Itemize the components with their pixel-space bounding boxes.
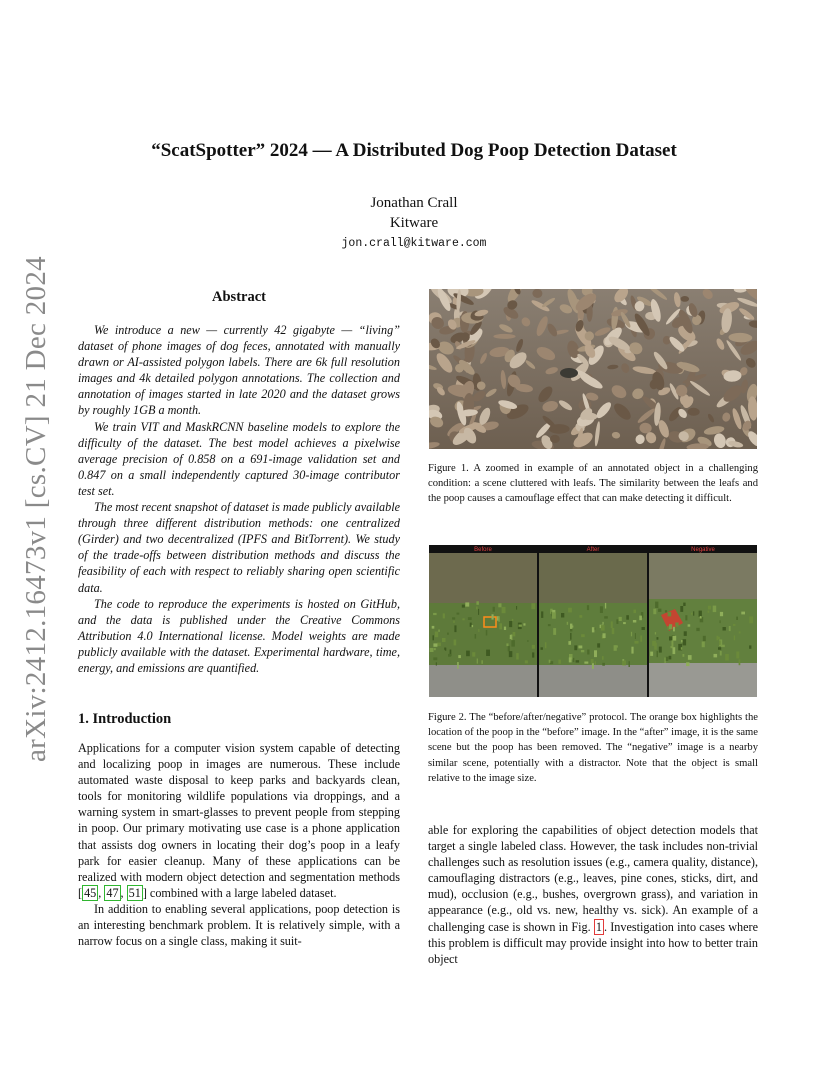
grass-texture xyxy=(462,605,465,608)
grass-texture xyxy=(532,645,535,649)
grass-texture xyxy=(433,643,437,646)
intro-text: . Investigation into cases where this problem is difficult may provide insight into how to better train object xyxy=(428,919,758,966)
grass-texture xyxy=(657,637,659,640)
grass-texture xyxy=(510,635,512,640)
grass-texture xyxy=(631,647,633,654)
grass-texture xyxy=(513,632,516,636)
grass-texture xyxy=(476,601,479,605)
grass-texture xyxy=(616,619,618,624)
grass-texture xyxy=(623,622,626,624)
grass-texture xyxy=(438,630,440,632)
grass-texture xyxy=(581,634,585,637)
grass-texture xyxy=(549,660,551,663)
grass-texture xyxy=(592,627,595,632)
leaf-texture xyxy=(681,296,690,302)
grass-texture xyxy=(568,608,572,613)
grass-texture xyxy=(603,622,604,625)
abstract-heading: Abstract xyxy=(212,289,266,305)
grass-texture xyxy=(492,614,494,619)
grass-texture xyxy=(531,603,535,609)
grass-texture xyxy=(626,615,629,620)
grass-texture xyxy=(499,623,502,629)
grass-texture xyxy=(658,609,661,612)
grass-texture xyxy=(561,613,564,618)
grass-texture xyxy=(708,606,711,610)
grass-texture xyxy=(736,617,738,620)
grass-texture xyxy=(516,653,519,659)
section-heading-introduction: 1. Introduction xyxy=(78,711,172,727)
grass-texture xyxy=(683,654,685,657)
panel-negative xyxy=(649,553,757,697)
intro-text: Applications for a computer vision system capable of detecting and localizing poop in images are numerous. These include automated waste disposal to keep parks and backyards clean, tools for monitoring wildlife populations via droppings, and a warning system in smart-glasses to prevent people from stepping in poop. Our primary motivating use case is a phone application that assists dog owners in locating their dog’s poop in a leafy park for easier cleanup. Many of these applications can be realized with modern object detection and segmentation methods [ xyxy=(78,741,400,900)
grass-texture xyxy=(749,645,751,648)
grass-texture xyxy=(523,623,525,625)
abstract-paragraph: We introduce a new — currently 42 gigabyte — “living” dataset of phone images of dog feces, annotated with manually drawn or AI-assisted polygon labels. There are 6k full resolution images and 4k detailed polygon annotations. The collection and annotation of images started in late 2020 and the dataset grows by roughly 1GB a month. xyxy=(78,323,400,418)
grass-texture xyxy=(685,615,687,620)
grass-texture xyxy=(672,640,674,647)
grass-texture xyxy=(605,603,606,609)
grass-texture xyxy=(458,655,461,658)
grass-texture xyxy=(650,652,653,656)
arxiv-identifier: arXiv:2412.16473v1 [cs.CV] 21 Dec 2024 xyxy=(20,256,52,762)
grass-texture xyxy=(720,620,721,623)
grass-texture xyxy=(433,635,434,640)
grass-texture xyxy=(665,610,667,612)
grass-texture xyxy=(622,661,626,666)
grass-texture xyxy=(717,636,719,641)
intro-text: able for exploring the capabilities of object detection models that target a single labeled class. However, the task includes non-trivial challenges such as resolution issues (e.g., camera quality, distance), camouflaging distractors (e.g., leaves, pine cones, sticks, dirt, and mud), occlusion (e.g., bushes, overgrown grass), and variation in appearance (e.g., old vs. new, healthy vs. sick). An example of a challenging case is shown in Fig. xyxy=(428,823,758,934)
grass-texture xyxy=(719,641,721,645)
grass-texture xyxy=(664,658,665,664)
grass-texture xyxy=(634,610,637,614)
grass-texture xyxy=(652,641,656,646)
grass-texture xyxy=(532,652,534,657)
grass-texture xyxy=(570,633,571,640)
grass-texture xyxy=(486,630,488,636)
grass-texture xyxy=(611,621,613,628)
grass-texture xyxy=(600,606,603,613)
abstract-paragraph: The most recent snapshot of dataset is made publicly available through three different distribution methods: one centralized (Girder) and two decentralized (IPFS and BitTorrent). We study of the trade-offs between distribution methods and discuss the feasibility of each with respect to reliably sharing open scientific data. xyxy=(78,500,400,595)
grass-texture xyxy=(668,612,672,616)
grass-texture xyxy=(702,642,705,648)
grass-texture xyxy=(720,612,723,616)
grass-texture xyxy=(703,636,706,641)
grass-texture xyxy=(733,624,735,626)
panel-label: Negative xyxy=(691,547,715,553)
grass-texture xyxy=(435,632,438,638)
panel-label: After xyxy=(586,547,600,553)
grass-texture xyxy=(430,648,434,652)
grass-texture xyxy=(498,616,500,622)
grass-texture xyxy=(721,645,725,647)
grass-texture xyxy=(475,634,477,639)
author-email[interactable]: jon.crall@kitware.com xyxy=(341,237,487,250)
figure-reference-link[interactable]: 1 xyxy=(595,919,602,934)
grass-texture xyxy=(454,640,457,646)
grass-texture xyxy=(639,616,642,621)
grass-texture xyxy=(700,616,702,618)
grass-texture xyxy=(688,624,691,626)
grass-texture xyxy=(509,651,513,657)
grass-texture xyxy=(573,658,574,662)
grass-texture xyxy=(453,621,454,623)
grass-texture xyxy=(481,660,483,664)
author-name: Jonathan Crall xyxy=(370,195,458,211)
introduction-body xyxy=(78,740,400,949)
dog-poop-object xyxy=(560,368,578,378)
grass-texture xyxy=(683,603,685,606)
grass-texture xyxy=(708,611,710,613)
grass-texture xyxy=(666,657,669,661)
figure-1-caption: Figure 1. A zoomed in example of an annotated object in a challenging condition: a scene cluttered with leafs. The similarity between the leafs and the poop causes a camouflage effect that can make detecting it difficult. xyxy=(428,463,758,505)
grass-texture xyxy=(553,628,556,635)
grass-texture xyxy=(597,643,600,647)
grass-texture xyxy=(653,609,656,615)
grass-texture xyxy=(669,656,672,660)
intro-paragraph: In addition to enabling several applications, poop detection is an interesting benchmark problem. It is relatively simple, with a narrow focus on a single class, making it suit- xyxy=(78,901,400,949)
grass-texture xyxy=(595,661,596,665)
grass-texture xyxy=(437,643,441,647)
grass-texture xyxy=(493,607,495,612)
grass-texture xyxy=(669,624,672,629)
grass-texture xyxy=(659,647,662,653)
author-affiliation: Kitware xyxy=(389,215,439,231)
intro-text: ] combined with a large labeled dataset. xyxy=(142,885,337,900)
grass-texture xyxy=(502,607,506,613)
grass-texture xyxy=(432,626,435,629)
grass-texture xyxy=(476,607,478,610)
grass-texture xyxy=(569,657,572,662)
grass-texture xyxy=(723,627,726,631)
grass-texture xyxy=(466,651,470,657)
grass-texture xyxy=(462,618,464,620)
grass-texture xyxy=(486,650,490,656)
grass-texture xyxy=(619,617,622,621)
grass-texture xyxy=(642,627,645,630)
grass-texture xyxy=(602,656,604,660)
grass-texture xyxy=(579,615,582,618)
grass-texture xyxy=(498,603,501,607)
panel-label: Before xyxy=(474,547,492,553)
grass-texture xyxy=(574,645,577,650)
grass-texture xyxy=(447,633,449,635)
grass-texture xyxy=(465,602,469,606)
grass-texture xyxy=(452,617,455,619)
grass-texture xyxy=(584,662,588,664)
grass-texture xyxy=(587,605,589,610)
grass-texture xyxy=(541,647,543,650)
grass-texture xyxy=(454,625,456,632)
grass-texture xyxy=(442,638,446,642)
grass-texture xyxy=(629,661,630,667)
grass-texture xyxy=(527,640,528,642)
intro-continuation xyxy=(428,822,758,967)
grass-texture xyxy=(713,606,717,613)
grass-texture xyxy=(581,650,584,652)
leaf-texture xyxy=(550,435,560,443)
grass-texture xyxy=(739,631,741,633)
abstract-paragraph: We train VIT and MaskRCNN baseline models to explore the difficulty of the dataset. The best model achieves a pixelwise average precision of 0.858 on a 691-image validation set and 0.847 on a small independently captured 30-image contributor test set. xyxy=(78,419,400,498)
grass-texture xyxy=(478,629,479,632)
paper-title: “ScatSpotter” 2024 — A Distributed Dog Poop Detection Dataset xyxy=(151,140,677,161)
grass-texture xyxy=(477,659,478,664)
grass-texture xyxy=(601,625,605,631)
grass-texture xyxy=(688,655,692,660)
grass-texture xyxy=(669,636,672,640)
grass-texture xyxy=(640,636,642,642)
citation-link[interactable]: 47 xyxy=(106,885,119,900)
grass-texture xyxy=(548,624,551,626)
grass-texture xyxy=(436,662,437,665)
grass-texture xyxy=(506,643,508,646)
grass-texture xyxy=(693,611,694,615)
grass-texture xyxy=(720,651,722,656)
grass-texture xyxy=(655,602,658,608)
grass-texture xyxy=(635,641,639,644)
grass-texture xyxy=(472,625,474,627)
grass-texture xyxy=(633,620,636,623)
citation-link[interactable]: 51 xyxy=(128,885,141,900)
grass-texture xyxy=(699,611,702,617)
intro-paragraph: Applications for a computer vision system capable of detecting and localizing poop in images are numerous. These include automated waste disposal to keep parks and backyards clean, tools for monitoring wildlife populations via droppings, and a warning system in smart-glasses to prevent people from stepping in poop. Our primary motivating use case is a phone application that assists dog owners in locating their dog’s poop in a leafy park for easier cleanup. Many of these applications can be realized with modern object detection and segmentation methods [ 45 , 47 , 51 ] combined with a large labeled dataset. xyxy=(78,741,400,900)
grass-texture xyxy=(749,616,753,623)
grass-texture xyxy=(734,635,735,640)
grass-texture xyxy=(635,633,636,639)
grass-texture xyxy=(686,662,689,666)
grass-texture xyxy=(509,621,512,627)
intro-paragraph xyxy=(428,822,758,967)
grass-texture xyxy=(512,619,513,621)
grass-texture xyxy=(673,627,675,632)
grass-texture xyxy=(673,636,677,641)
grass-texture xyxy=(550,661,553,664)
grass-texture xyxy=(470,623,472,627)
grass-texture xyxy=(683,639,687,645)
grass-texture xyxy=(592,663,594,669)
panel-after xyxy=(539,553,647,697)
grass-texture xyxy=(602,663,605,666)
grass-texture xyxy=(567,622,568,625)
grass-texture xyxy=(741,612,745,615)
grass-texture xyxy=(681,647,683,650)
grass-texture xyxy=(576,660,580,662)
grass-texture xyxy=(612,628,614,634)
grass-texture xyxy=(718,647,721,650)
grass-texture xyxy=(433,657,437,660)
grass-texture xyxy=(587,650,589,655)
grass-texture xyxy=(443,613,445,618)
grass-texture xyxy=(558,660,561,664)
grass-texture xyxy=(603,633,606,638)
grass-texture xyxy=(519,625,522,627)
grass-texture xyxy=(568,641,571,645)
grass-texture xyxy=(478,609,479,615)
grass-texture xyxy=(468,617,472,620)
grass-texture xyxy=(472,652,475,656)
grass-texture xyxy=(684,631,687,636)
grass-texture xyxy=(545,642,547,648)
grass-texture xyxy=(525,660,528,663)
leaf-scene-graphic xyxy=(429,289,757,449)
grass-texture xyxy=(631,632,632,637)
grass-texture xyxy=(657,651,659,657)
grass-texture xyxy=(696,628,699,631)
grass-texture xyxy=(457,613,460,615)
grass-texture xyxy=(680,606,683,612)
grass-texture xyxy=(675,623,678,627)
grass-texture xyxy=(578,646,582,649)
abstract-body xyxy=(78,322,400,676)
grass-texture xyxy=(570,624,572,629)
grass-texture xyxy=(541,611,543,618)
grass-texture xyxy=(673,647,676,654)
grass-texture xyxy=(691,613,692,615)
grass-texture xyxy=(655,632,656,634)
grass-texture xyxy=(508,646,510,651)
grass-texture xyxy=(739,659,741,665)
grass-texture xyxy=(736,652,739,659)
grass-texture xyxy=(504,627,506,630)
figure-1-image xyxy=(429,289,757,449)
citation-link[interactable]: 45 xyxy=(84,885,97,900)
leaf-texture xyxy=(493,334,515,339)
abstract-paragraph: The code to reproduce the experiments is hosted on GitHub, and the data is published under the Creative Commons Attribution 4.0 International license. Model weights are made publicly available with the dataset. Experimental hardware, time, energy, and emissions are quantified. xyxy=(78,596,400,675)
before-after-negative-graphic xyxy=(429,545,757,697)
grass-texture xyxy=(725,654,729,661)
grass-texture xyxy=(729,626,731,631)
grass-texture xyxy=(604,616,608,618)
grass-texture xyxy=(433,613,437,615)
grass-texture xyxy=(457,662,459,669)
grass-texture xyxy=(591,659,594,663)
grass-texture xyxy=(552,612,556,618)
figure-2-image xyxy=(429,545,757,697)
grass-texture xyxy=(714,654,718,658)
grass-texture xyxy=(511,640,515,647)
grass-texture xyxy=(594,650,597,657)
figure-2-caption: Figure 2. The “before/after/negative” protocol. The orange box highlights the location of the poop in the “before” image. In the “after” image, it is the same scene but the poop has been removed. The “negative” image is a nearby similar scene, potentially with a distractor. Note that the object is small relative to the image size. xyxy=(428,712,758,784)
grass-texture xyxy=(614,645,617,651)
grass-texture xyxy=(448,654,451,657)
grass-texture xyxy=(516,606,517,610)
grass-texture xyxy=(444,648,446,650)
grass-texture xyxy=(434,648,436,650)
